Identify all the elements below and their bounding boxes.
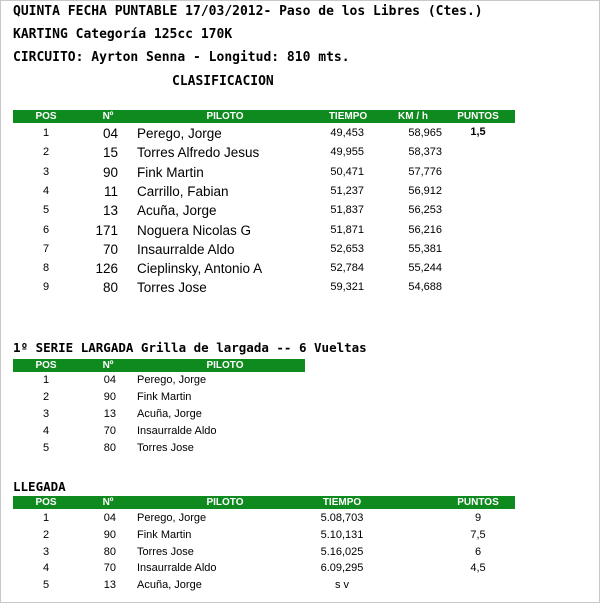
cell-pos: 1 bbox=[42, 127, 50, 139]
cell-pos: 5 bbox=[42, 204, 50, 217]
cell-tiempo: 51,237 bbox=[330, 184, 364, 197]
cell-tiempo: 51,871 bbox=[330, 223, 364, 236]
cell-piloto: Insaurralde Aldo bbox=[137, 425, 217, 437]
cell-num: 80 bbox=[103, 545, 116, 558]
cell-piloto: Perego, Jorge bbox=[137, 374, 207, 386]
cell-piloto: Cieplinsky, Antonio A bbox=[137, 261, 263, 277]
cell-pos: 2 bbox=[42, 391, 50, 403]
cell-piloto: Perego, Jorge bbox=[137, 126, 222, 141]
cell-pos: 5 bbox=[42, 442, 50, 454]
cell-num: 15 bbox=[102, 145, 118, 161]
cell-tiempo: 5.10,131 bbox=[320, 528, 364, 541]
cell-num: 80 bbox=[102, 280, 118, 296]
cell-num: 70 bbox=[103, 562, 116, 575]
col-header-kmh: KM / h bbox=[398, 111, 428, 122]
cell-tiempo: 49,453 bbox=[330, 127, 364, 139]
cell-tiempo: 50,471 bbox=[330, 165, 364, 178]
cell-piloto: Insaurralde Aldo bbox=[137, 562, 217, 575]
cell-piloto: Insaurralde Aldo bbox=[137, 241, 235, 257]
category-line: KARTING Categoría 125cc 170K bbox=[13, 27, 233, 42]
cell-kmh: 56,253 bbox=[408, 204, 442, 217]
cell-kmh: 58,373 bbox=[408, 146, 442, 159]
cell-pos: 5 bbox=[42, 579, 50, 592]
col-header-tiempo: TIEMPO bbox=[328, 111, 368, 122]
cell-pos: 3 bbox=[42, 165, 50, 178]
cell-piloto: Noguera Nicolas G bbox=[137, 222, 252, 238]
cell-kmh: 56,912 bbox=[408, 184, 442, 197]
col-header-puntos: PUNTOS bbox=[457, 111, 499, 122]
cell-pos: 2 bbox=[42, 528, 50, 541]
cell-piloto: Torres Alfredo Jesus bbox=[137, 145, 260, 161]
llegada-title: LLEGADA bbox=[13, 479, 66, 494]
cell-pos: 1 bbox=[42, 512, 50, 524]
cell-kmh: 56,216 bbox=[408, 223, 442, 236]
cell-kmh: 55,244 bbox=[408, 262, 442, 275]
llegada-col-header-tiempo: TIEMPO bbox=[322, 497, 362, 508]
cell-pos: 1 bbox=[42, 374, 50, 386]
serie-col-header-pos: POS bbox=[35, 360, 57, 371]
cell-kmh: 58,965 bbox=[408, 127, 442, 139]
cell-num: 90 bbox=[102, 164, 118, 180]
cell-piloto: Carrillo, Fabian bbox=[137, 183, 229, 199]
serie-col-header-piloto: PILOTO bbox=[206, 360, 244, 371]
cell-pos: 3 bbox=[42, 408, 50, 420]
cell-piloto: Acuña, Jorge bbox=[137, 408, 202, 420]
cell-pos: 2 bbox=[42, 146, 50, 159]
cell-pos: 4 bbox=[42, 184, 50, 197]
cell-num: 04 bbox=[103, 374, 116, 386]
cell-num: 11 bbox=[103, 183, 118, 199]
cell-tiempo: 5.08,703 bbox=[320, 512, 364, 524]
cell-tiempo: 51,837 bbox=[330, 204, 364, 217]
cell-piloto: Torres Jose bbox=[137, 545, 194, 558]
cell-pos: 4 bbox=[42, 425, 50, 437]
cell-tiempo: 49,955 bbox=[330, 146, 364, 159]
cell-piloto: Fink Martin bbox=[137, 164, 204, 180]
col-header-piloto: PILOTO bbox=[206, 111, 244, 122]
llegada-col-header-num: Nº bbox=[102, 497, 114, 508]
cell-kmh: 54,688 bbox=[408, 281, 442, 294]
llegada-col-header-puntos: PUNTOS bbox=[457, 497, 499, 508]
cell-pos: 7 bbox=[42, 242, 50, 255]
cell-num: 126 bbox=[95, 261, 118, 277]
cell-pos: 6 bbox=[42, 223, 50, 236]
cell-puntos: 7,5 bbox=[470, 528, 486, 541]
cell-tiempo: 6.09,295 bbox=[320, 562, 364, 575]
cell-num: 13 bbox=[102, 203, 118, 219]
cell-piloto: Torres Jose bbox=[137, 442, 194, 454]
cell-num: 171 bbox=[95, 222, 118, 238]
llegada-col-header-pos: POS bbox=[35, 497, 57, 508]
cell-tiempo: 52,784 bbox=[330, 262, 364, 275]
serie-col-header-num: Nº bbox=[102, 360, 114, 371]
serie-title: 1º SERIE LARGADA Grilla de largada -- 6 Vueltas bbox=[13, 340, 367, 355]
cell-piloto: Fink Martin bbox=[137, 528, 192, 541]
cell-num: 70 bbox=[102, 241, 118, 257]
cell-piloto: Acuña, Jorge bbox=[137, 579, 202, 592]
cell-pos: 3 bbox=[42, 545, 50, 558]
col-header-pos: POS bbox=[35, 111, 57, 122]
cell-num: 80 bbox=[103, 442, 116, 454]
cell-puntos: 1,5 bbox=[470, 126, 486, 138]
cell-num: 04 bbox=[103, 512, 116, 524]
cell-num: 90 bbox=[103, 528, 116, 541]
cell-tiempo: 52,653 bbox=[330, 242, 364, 255]
cell-num: 13 bbox=[103, 408, 116, 420]
cell-puntos: 9 bbox=[474, 512, 482, 524]
cell-piloto: Perego, Jorge bbox=[137, 512, 207, 524]
cell-num: 13 bbox=[103, 579, 116, 592]
cell-pos: 9 bbox=[42, 281, 50, 294]
cell-kmh: 57,776 bbox=[408, 165, 442, 178]
llegada-col-header-piloto: PILOTO bbox=[206, 497, 244, 508]
cell-pos: 4 bbox=[42, 562, 50, 575]
cell-piloto: Torres Jose bbox=[137, 280, 207, 296]
circuit-line: CIRCUITO: Ayrton Senna - Longitud: 810 mts. bbox=[13, 50, 350, 65]
cell-pos: 8 bbox=[42, 262, 50, 275]
cell-piloto: Acuña, Jorge bbox=[137, 203, 217, 219]
event-title: QUINTA FECHA PUNTABLE 17/03/2012- Paso de los Libres (Ctes.) bbox=[13, 4, 483, 19]
section-title-clasificacion: CLASIFICACION bbox=[172, 74, 274, 89]
cell-puntos: 6 bbox=[474, 545, 482, 558]
cell-tiempo: 5.16,025 bbox=[320, 545, 364, 558]
cell-puntos: 4,5 bbox=[470, 562, 486, 575]
cell-num: 04 bbox=[102, 126, 118, 141]
cell-num: 90 bbox=[103, 391, 116, 403]
col-header-num: Nº bbox=[102, 111, 114, 122]
cell-tiempo: 59,321 bbox=[330, 281, 364, 294]
cell-tiempo: s v bbox=[334, 579, 350, 592]
cell-kmh: 55,381 bbox=[408, 242, 442, 255]
cell-piloto: Fink Martin bbox=[137, 391, 192, 403]
cell-num: 70 bbox=[103, 425, 116, 437]
